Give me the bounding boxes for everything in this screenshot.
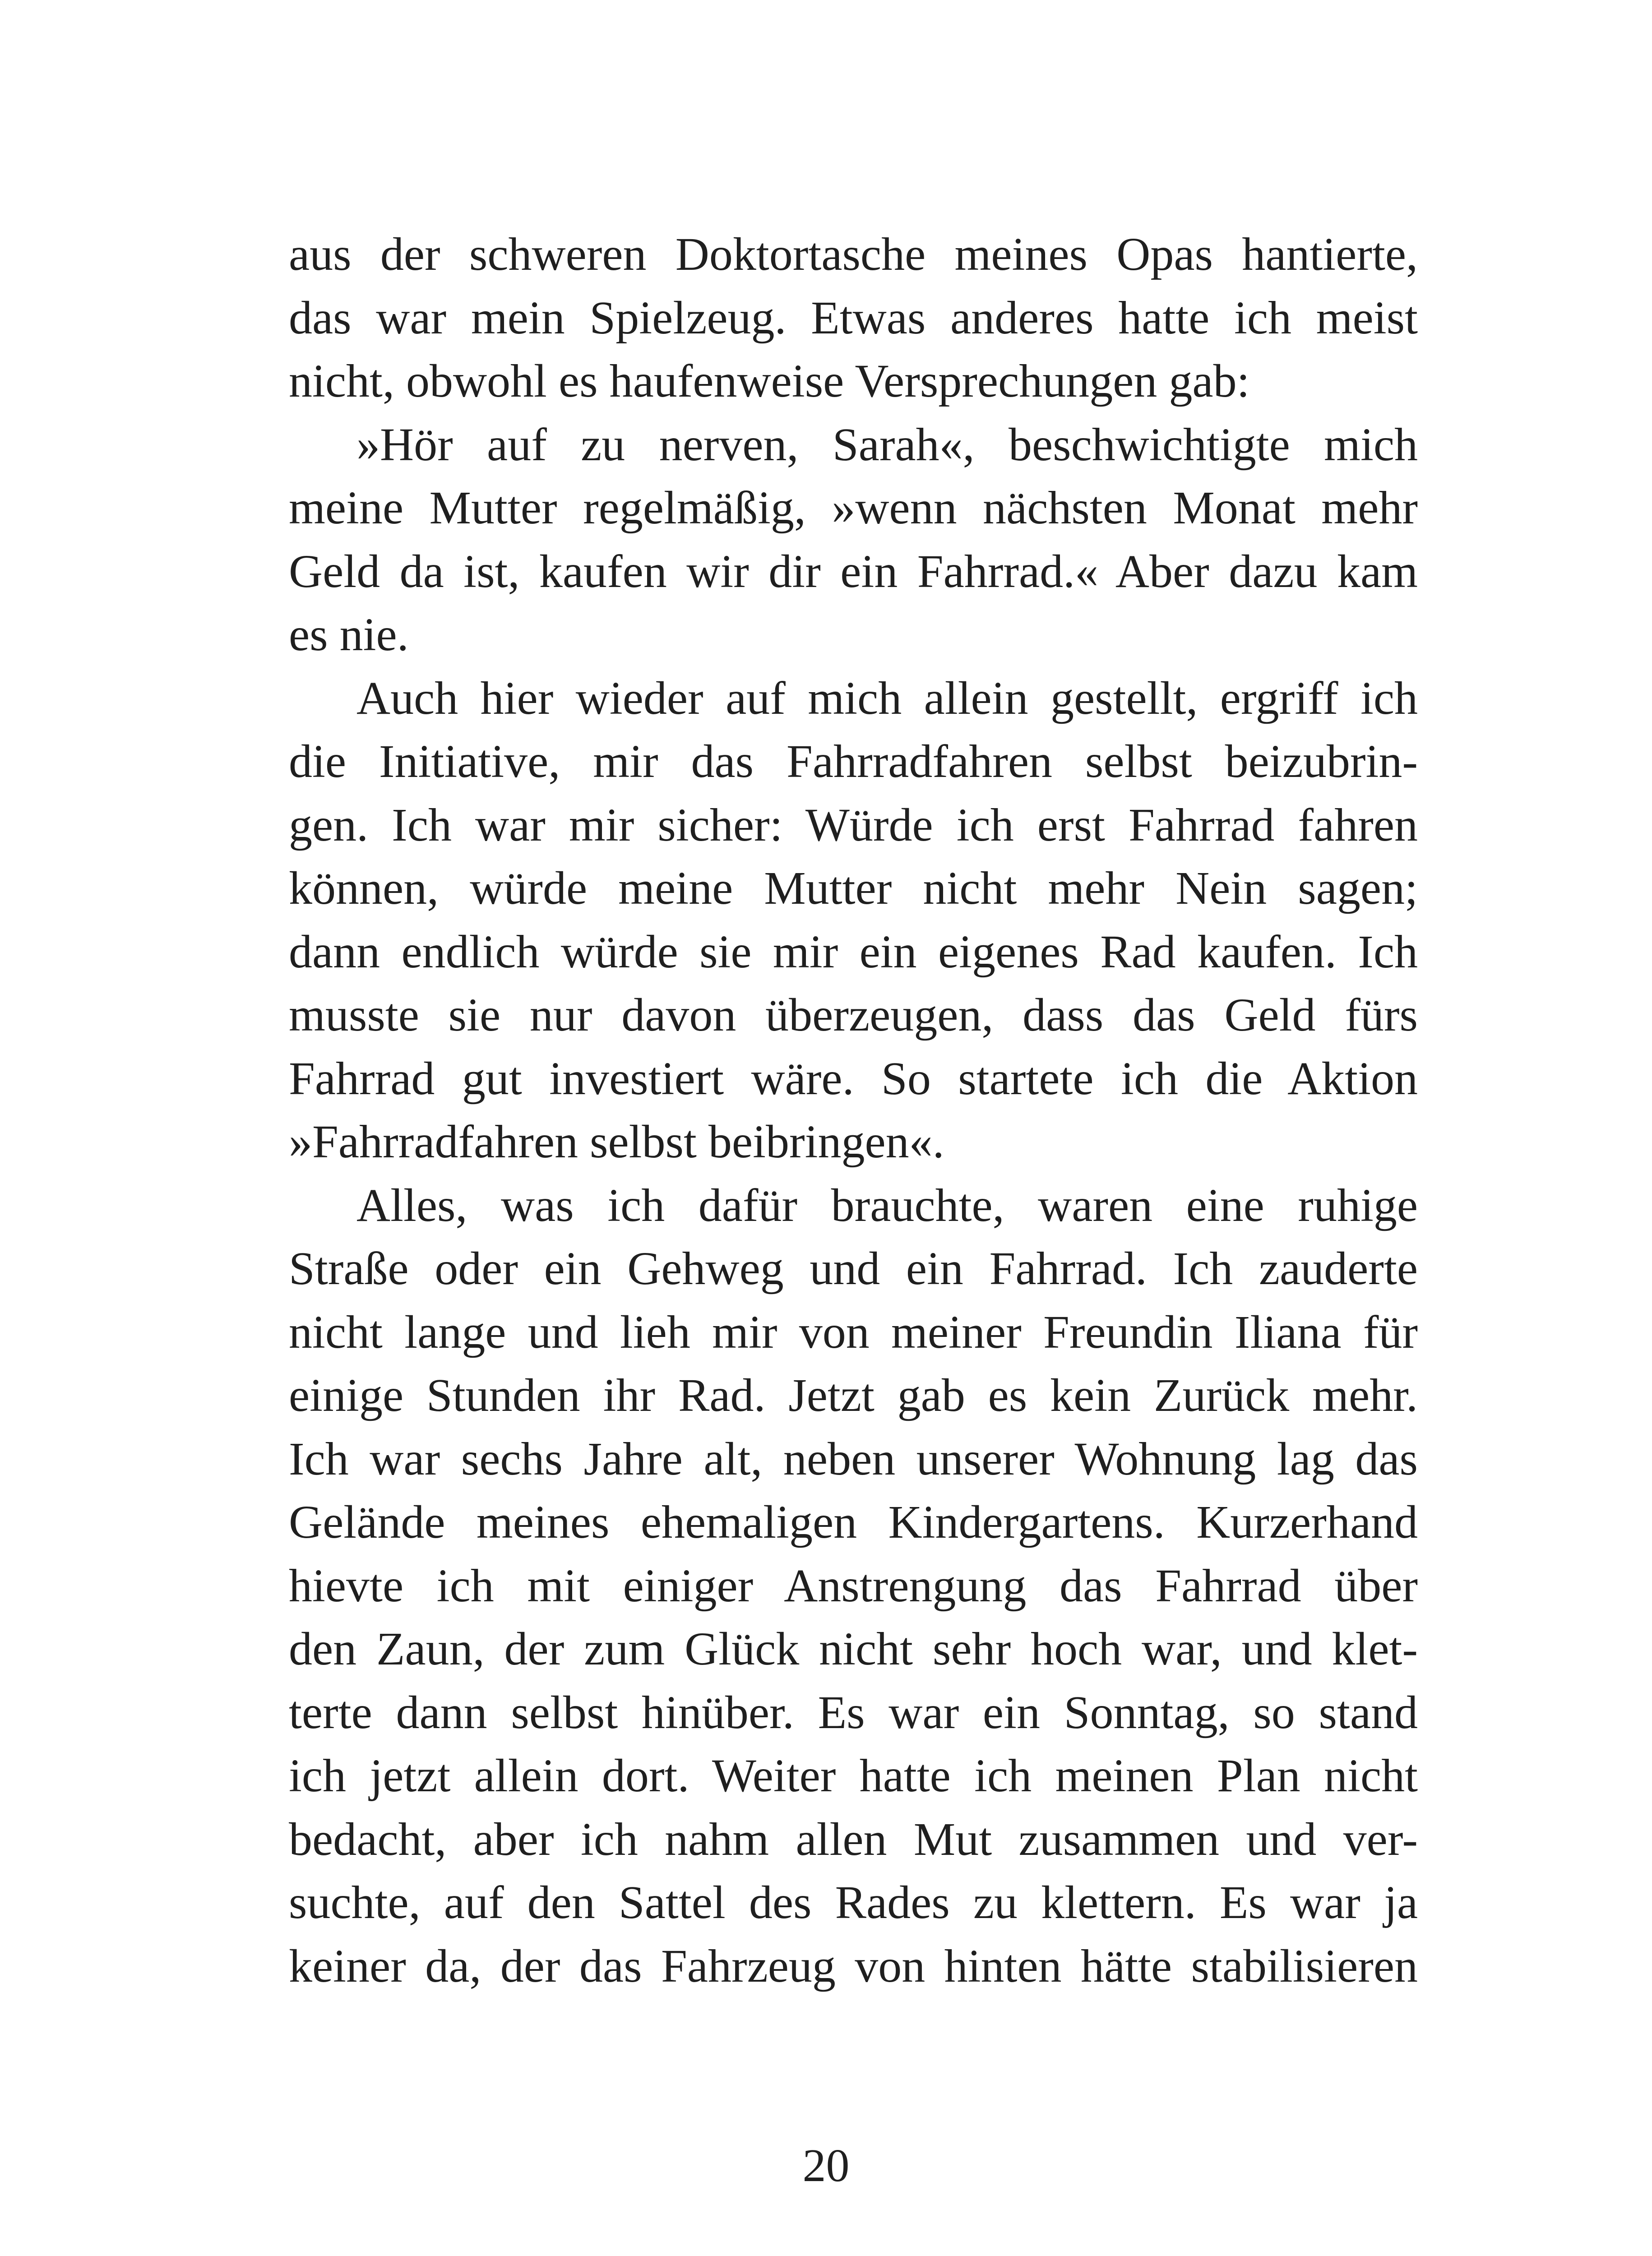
text-line: »Fahrradfahren selbst beibringen«. — [289, 1116, 944, 1168]
text-line: Geld da ist, kaufen wir dir ein Fahrrad.« Aber dazu kam — [289, 545, 1418, 597]
text-line: musste sie nur davon überzeugen, dass das Geld fürs — [289, 989, 1418, 1041]
text-line: ich jetzt allein dort. Weiter hatte ich meinen Plan nicht — [289, 1750, 1418, 1802]
text-line: dann endlich würde sie mir ein eigenes Rad kaufen. Ich — [289, 925, 1418, 978]
text-line: Auch hier wieder auf mich allein gestellt, ergriff ich — [356, 672, 1418, 724]
text-line: gen. Ich war mir sicher: Würde ich erst Fahrrad fahren — [289, 799, 1418, 851]
text-line: das war mein Spielzeug. Etwas anderes hatte ich meist — [289, 291, 1418, 344]
text-line: »Hör auf zu nerven, Sarah«, beschwichtigte mich — [356, 418, 1418, 471]
text-line: Gelände meines ehemaligen Kindergartens. Kurzerhand — [289, 1496, 1418, 1548]
text-line: Ich war sechs Jahre alt, neben unserer Wohnung lag das — [289, 1433, 1418, 1485]
text-line: Fahrrad gut investiert wäre. So startete ich die Aktion — [289, 1052, 1418, 1105]
text-line: aus der schweren Doktortasche meines Opas hantierte, — [289, 228, 1418, 280]
text-line: können, würde meine Mutter nicht mehr Nein sagen; — [289, 862, 1418, 914]
text-line: es nie. — [289, 609, 409, 661]
text-line: suchte, auf den Sattel des Rades zu klettern. Es war ja — [289, 1877, 1418, 1928]
text-line: die Initiative, mir das Fahrradfahren selbst beizubrin- — [289, 735, 1418, 787]
text-line: den Zaun, der zum Glück nicht sehr hoch war, und klet- — [289, 1623, 1418, 1675]
body-text — [289, 223, 1418, 1998]
text-line: hievte ich mit einiger Anstrengung das Fahrrad über — [289, 1559, 1418, 1612]
page-number: 20 — [802, 2140, 850, 2191]
text-line: Straße oder ein Gehweg und ein Fahrrad. Ich zauderte — [289, 1243, 1418, 1294]
text-line: nicht lange und lieh mir von meiner Freundin Iliana für — [289, 1306, 1418, 1358]
text-line: nicht, obwohl es haufenweise Versprechungen gab: — [289, 355, 1250, 407]
text-line: einige Stunden ihr Rad. Jetzt gab es kein Zurück mehr. — [289, 1369, 1418, 1421]
text-line: meine Mutter regelmäßig, »wenn nächsten Monat mehr — [289, 482, 1418, 534]
text-line: bedacht, aber ich nahm allen Mut zusammen und ver- — [289, 1813, 1418, 1865]
text-line: Alles, was ich dafür brauchte, waren eine ruhige — [356, 1179, 1418, 1231]
text-line: terte dann selbst hinüber. Es war ein Sonntag, so stand — [289, 1686, 1418, 1738]
text-line: keiner da, der das Fahrzeug von hinten hätte stabilisieren — [289, 1940, 1418, 1992]
